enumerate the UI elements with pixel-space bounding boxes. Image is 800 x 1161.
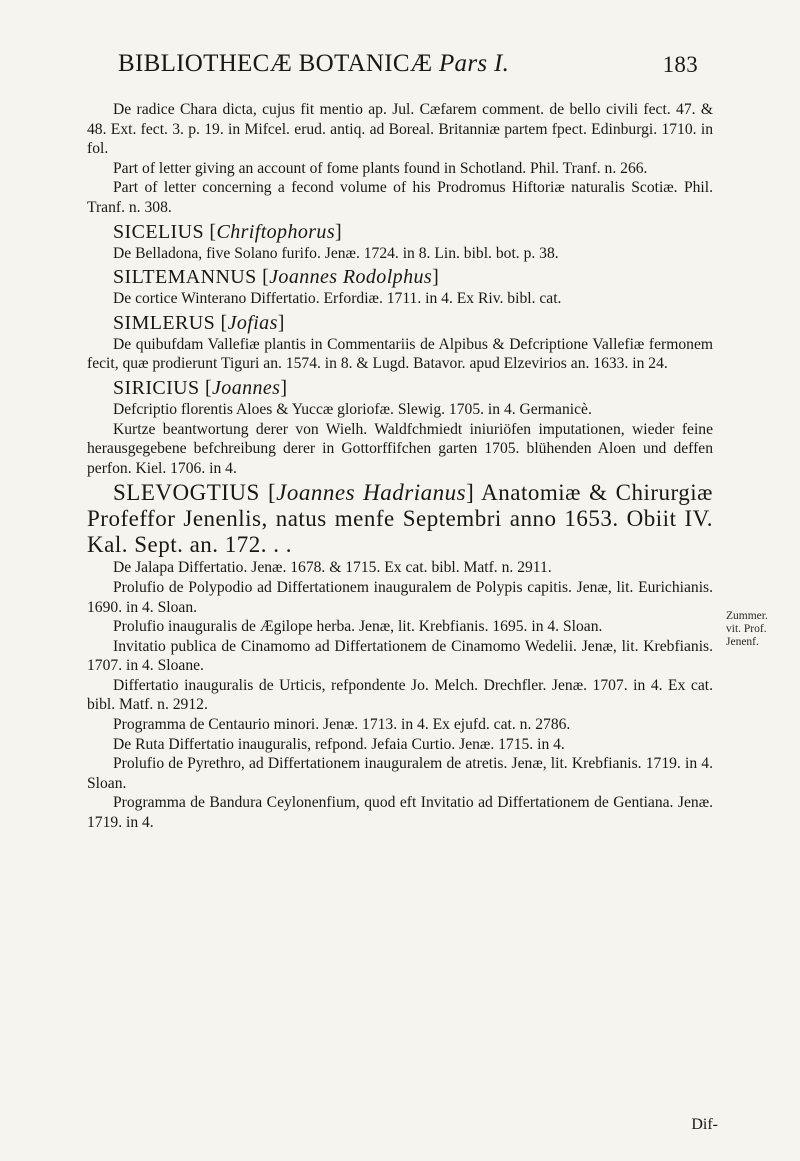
author-heading: SILTEMANNUS [Joannes Rodolphus] — [113, 266, 440, 289]
bibliography-entry: Prolufio de Polypodio ad Differtationem inauguralem de Polypis capitis. Jenæ, lit. Eurichianis. 1690. in 4. Sloan. — [87, 578, 713, 616]
author-given-name: Joannes — [212, 376, 281, 399]
author-given-name: Jofias — [227, 311, 278, 334]
bibliography-entry: Prolufio inauguralis de Ægilope herba. Jenæ, lit. Krebfianis. 1695. in 4. Sloan. — [113, 618, 603, 636]
bibliography-entry: Programma de Centaurio minori. Jenæ. 1713. in 4. Ex ejufd. cat. n. 2786. — [113, 716, 571, 734]
author-surname: SICELIUS — [113, 220, 204, 243]
author-given-name: Chriftophorus — [216, 220, 336, 243]
author-surname: SILTEMANNUS — [113, 266, 257, 289]
author-given-name: Joannes Hadrianus — [276, 480, 467, 506]
catchword: Dif- — [691, 1116, 718, 1133]
bibliography-entry: De quibufdam Vallefiæ plantis in Commentariis de Alpibus & Defcriptione Vallefiæ fermonem fecit, quæ prodierunt Tiguri an. 1574. in 8. & Lugd. Batavor. apud Elzevirios an. 1633. in 24. — [87, 335, 713, 373]
bibliography-entry: De radice Chara dicta, cujus fit mentio ap. Jul. Cæfarem comment. de bello civili fect. 47. & 48. Ext. fect. 3. p. 19. in Mifcel. erud. antiq. ad Boreal. Britanniæ partem fpect. Edinburgi. 1710. in fol. — [87, 101, 713, 158]
bibliography-entry: Defcriptio florentis Aloes & Yuccæ gloriofæ. Slewig. 1705. in 4. Germanicè. — [113, 400, 592, 418]
header-title: BIBLIOTHECÆ BOTANICÆ — [118, 50, 433, 77]
bibliography-entry: Prolufio de Pyrethro, ad Differtationem inauguralem de atretis. Jenæ, lit. Krebfianis. 1719. in 4. Sloan. — [87, 755, 713, 792]
text-column — [87, 100, 713, 833]
author-given-name: Joannes Rodolphus — [269, 266, 433, 289]
author-surname: SLEVOGTIUS — [113, 480, 260, 506]
bibliography-entry: Kurtze beantwortung derer von Wielh. Waldfchmiedt iniuriöfen imputationen, wieder feine herausgegebene befchreibung derer in Gottorffifchen garten 1705. blühenden Aloen und deffen perfon. Kiel. 1706. in 4. — [87, 420, 713, 477]
bibliography-entry: Differtatio inauguralis de Urticis, refpondente Jo. Melch. Drechfler. Jenæ. 1707. in 4. Ex cat. bibl. Matf. n. 2912. — [87, 676, 713, 714]
header-pars: Pars I. — [438, 50, 510, 77]
author-heading: SIMLERUS [Jofias] — [113, 311, 285, 334]
bibliography-entry: Invitatio publica de Cinamomo ad Differtationem de Cinamomo Wedelii. Jenæ, lit. Krebfianis. 1707. in 4. Sloane. — [87, 637, 713, 675]
author-heading: SICELIUS [Chriftophorus] — [113, 220, 343, 243]
bibliography-entry: De Ruta Differtatio inauguralis, refpond. Jefaia Curtio. Jenæ. 1715. in 4. — [113, 735, 565, 753]
margin-note-line: vit. Prof. — [726, 623, 767, 635]
bibliography-entry: De Jalapa Differtatio. Jenæ. 1678. & 1715. Ex cat. bibl. Matf. n. 2911. — [113, 559, 552, 577]
page-number: 183 — [662, 52, 698, 77]
bibliography-entry: De cortice Winterano Differtatio. Erfordiæ. 1711. in 4. Ex Riv. bibl. cat. — [113, 290, 562, 308]
bibliography-entry: Programma de Bandura Ceylonenfium, quod eft Invitatio ad Differtationem de Gentiana. Jenæ. 1719. in 4. — [87, 794, 713, 832]
author-surname: SIRICIUS — [113, 376, 200, 399]
bibliography-entry: Part of letter concerning a fecond volume of his Prodromus Hiftoriæ naturalis Scotiæ. Phil. Tranf. n. 308. — [87, 179, 713, 216]
author-biography: Anatomiæ & Chirurgiæ Profeffor Jenenlis, natus menfe Septembri anno 1653. Obiit IV. Kal. Sept. an. 172. . . — [87, 480, 713, 558]
running-header — [118, 50, 698, 78]
author-heading: SIRICIUS [Joannes] — [113, 376, 288, 399]
bibliography-entry: De Belladona, five Solano furifo. Jenæ. 1724. in 8. Lin. bibl. bot. p. 38. — [113, 244, 559, 262]
bibliography-entry: Part of letter giving an account of fome plants found in Schotland. Phil. Tranf. n. 266. — [113, 159, 648, 177]
margin-note-line: Jenenf. — [726, 636, 759, 648]
author-surname: SIMLERUS — [113, 311, 216, 334]
author-heading: SLEVOGTIUS [Joannes Hadrianus] Anatomiæ & Chirurgiæ Profeffor Jenenlis, natus menfe Septembri anno 1653. Obiit IV. Kal. Sept. an. 172. . . — [87, 480, 713, 558]
margin-note-line: Zummer. — [726, 610, 768, 622]
margin-note — [726, 610, 796, 649]
